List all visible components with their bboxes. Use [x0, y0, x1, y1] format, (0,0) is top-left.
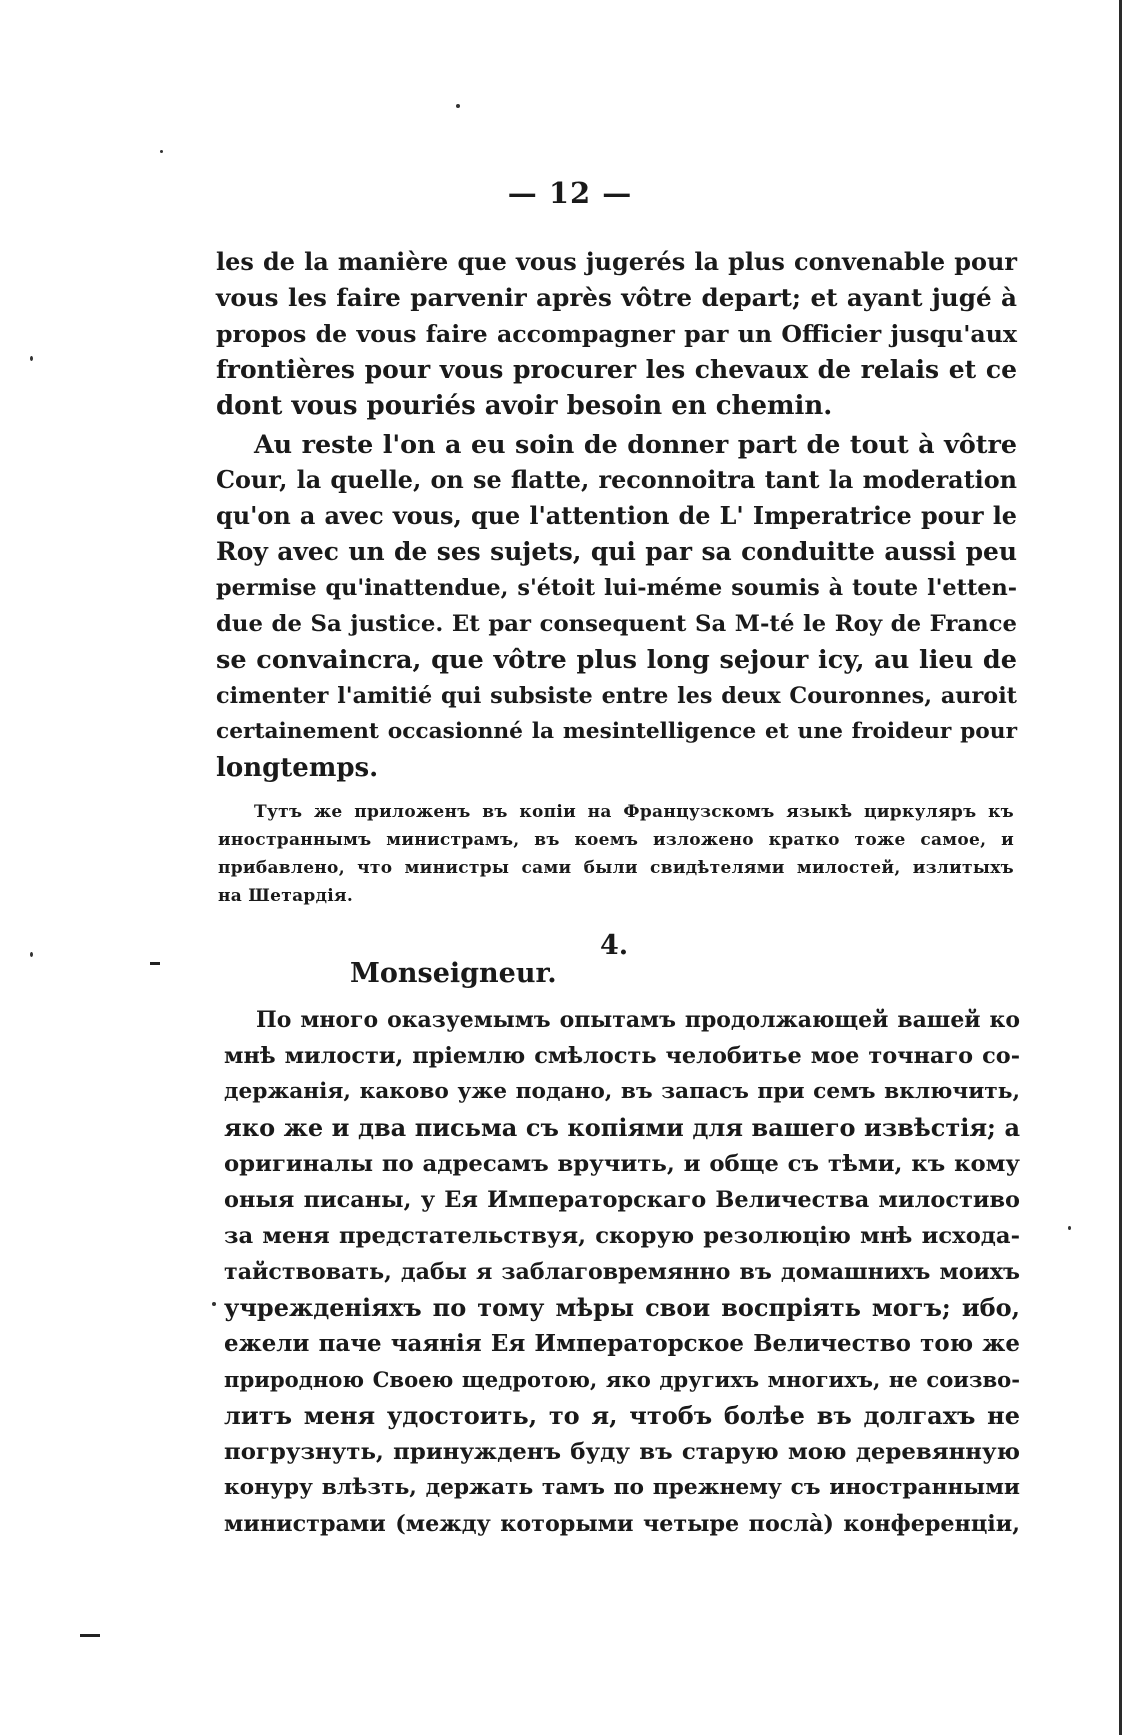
- french-paragraph-2: [216, 426, 1017, 786]
- text-line: Roy avec un de ses sujets, qui par sa conduitte aussi peu: [216, 537, 1017, 566]
- text-line: qu'on a avec vous, que l'attention de L' Imperatrice pour le: [216, 502, 1017, 530]
- text-line: permise qu'inattendue, s'étoit lui-méme soumis à toute l'etten-: [216, 575, 1017, 601]
- text-line: due de Sa justice. Et par consequent Sa M-té le Roy de France: [216, 611, 1017, 637]
- text-line: погрузнуть, принужденъ буду въ старую мою деревянную: [224, 1439, 1020, 1465]
- text-line: По много оказуемымъ опытамъ продолжающей вашей ко: [256, 1007, 1020, 1033]
- note-line: прибавлено, что министры сами были свидѣтелями милостей, излитыхъ: [218, 858, 1014, 878]
- print-dash-mark: [150, 962, 160, 965]
- print-speck: [30, 356, 33, 361]
- text-line: ежели паче чаянія Ея Императорское Величество тою же: [224, 1330, 1020, 1357]
- text-line: за меня предстательствуя, скорую резолюцію мнѣ исхода-: [224, 1223, 1020, 1249]
- text-line: cimenter l'amitié qui subsiste entre les deux Couronnes, auroit: [216, 683, 1017, 709]
- text-line: конуру влѣзть, держать тамъ по прежнему съ иностранными: [224, 1475, 1020, 1500]
- french-paragraph-1: [216, 244, 1017, 424]
- text-line: оныя писаны, у Ея Императорскаго Величества милостиво: [224, 1187, 1020, 1213]
- note-line: иностраннымъ министрамъ, въ коемъ изложено кратко тоже самое, и: [218, 830, 1014, 850]
- print-dash-mark: [80, 1634, 100, 1637]
- text-line: longtemps.: [216, 753, 379, 783]
- letter-4-body: [224, 1002, 1020, 1542]
- text-line: литъ меня удостоить, то я, чтобъ болѣе въ долгахъ не: [224, 1401, 1020, 1430]
- text-line: министрами (между которыми четыре послà) конференціи,: [224, 1511, 1020, 1537]
- editor-note: [218, 798, 1014, 910]
- text-line: яко же и два письма съ копіями для вашего извѣстія; а: [224, 1113, 1020, 1142]
- text-line: природною Своею щедротою, яко другихъ многихъ, не соизво-: [224, 1367, 1020, 1392]
- french-letter-continuation: [216, 244, 1017, 786]
- text-line: propos de vous faire accompagner par un Officier jusqu'aux: [216, 320, 1017, 348]
- page-number: — 12 —: [507, 176, 633, 210]
- print-speck: [456, 104, 460, 108]
- text-line: vous les faire parvenir après vôtre depart; et ayant jugé à: [216, 283, 1017, 312]
- print-speck: [1068, 1226, 1071, 1230]
- text-line: certainement occasionné la mesintelligence et une froideur pour: [216, 719, 1017, 744]
- text-line: Cour, la quelle, on se flatte, reconnoitra tant la moderation: [216, 466, 1017, 494]
- text-line: dont vous pouriés avoir besoin en chemin.: [216, 391, 833, 421]
- text-line: Au reste l'on a eu soin de donner part de tout à vôtre: [254, 429, 1017, 459]
- letter-number: 4.: [600, 930, 629, 961]
- note-line: на Шетардія.: [218, 886, 354, 906]
- print-speck: [212, 1302, 216, 1306]
- text-line: мнѣ милости, пріемлю смѣлость челобитье мое точнаго со-: [224, 1043, 1020, 1069]
- print-speck: [160, 150, 163, 153]
- page-edge-rule: [1119, 0, 1122, 1735]
- text-line: frontières pour vous procurer les chevaux de relais et ce: [216, 355, 1017, 384]
- letter-salutation: Monseigneur.: [350, 958, 557, 989]
- text-line: se convaincra, que vôtre plus long sejour icy, au lieu de: [216, 645, 1017, 675]
- text-line: тайствовать, дабы я заблаговремянно въ домашнихъ моихъ: [224, 1259, 1020, 1285]
- text-line: держанія, каково уже подано, въ запасъ при семъ включить,: [224, 1079, 1020, 1104]
- text-line: les de la manière que vous jugerés la plus convenable pour: [216, 248, 1017, 276]
- note-line: Тутъ же приложенъ въ копіи на Французскомъ языкѣ циркуляръ къ: [254, 802, 1014, 822]
- print-speck: [30, 952, 33, 957]
- text-line: оригиналы по адресамъ вручить, и обще съ тѣми, къ кому: [224, 1151, 1020, 1177]
- text-line: учрежденіяхъ по тому мѣры свои воспріять могъ; ибо,: [224, 1293, 1020, 1322]
